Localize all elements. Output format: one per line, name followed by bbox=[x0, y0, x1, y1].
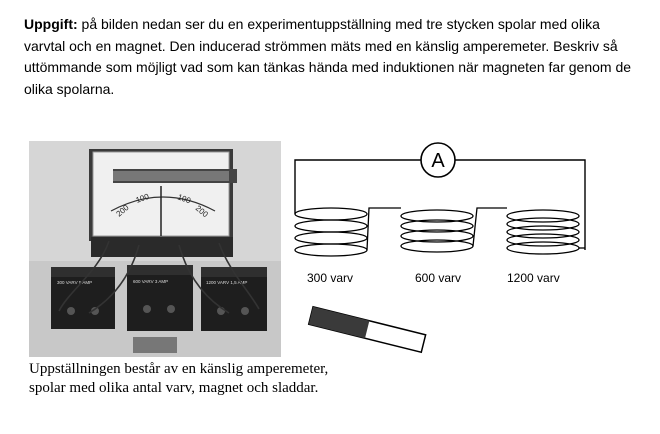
task-body: på bilden nedan ser du en experimentuppställning med tre stycken spolar med olika varvtal och en magnet. Den inducerad strömmen mäts med en känslig amperemeter. Beskriv så uttömmande som möjligt vad som kan tänkas hända med induktionen när magneten far genom de olika spolarna. bbox=[24, 16, 632, 97]
meter-scale-label: 200 bbox=[114, 203, 131, 219]
magnet-photo bbox=[133, 337, 177, 353]
coil-1200 bbox=[507, 210, 585, 254]
ammeter-device bbox=[89, 149, 237, 257]
coil-300 bbox=[295, 208, 401, 256]
coil-label-300: 300 varv bbox=[307, 271, 354, 285]
task-text bbox=[24, 14, 634, 100]
experiment-photo bbox=[29, 141, 281, 357]
coil-label-1200: 1200 varv bbox=[507, 271, 560, 285]
coil-box-label: 1200 VARV 1,5 AMP bbox=[206, 280, 248, 285]
task-heading: Uppgift: bbox=[24, 16, 78, 32]
photo-caption: Uppställningen består av en känslig amperemeter, spolar med olika antal varv, magnet och sladdar. bbox=[29, 361, 329, 396]
coil-box-label: 300 VARV 5 AMP bbox=[57, 280, 93, 285]
coil-label-600: 600 varv bbox=[415, 271, 462, 285]
meter-scale-label: 100 bbox=[134, 191, 151, 205]
coil-box-600 bbox=[127, 265, 193, 331]
meter-scale-label: 100 bbox=[176, 192, 192, 206]
meter-scale-label: 200 bbox=[193, 203, 210, 220]
ammeter-label: A bbox=[431, 150, 445, 172]
circuit-diagram bbox=[285, 140, 615, 360]
coil-600 bbox=[401, 208, 507, 252]
coil-box-300 bbox=[51, 267, 115, 329]
bar-magnet bbox=[309, 307, 426, 353]
coil-box-label: 600 VARV 3 AMP bbox=[133, 279, 169, 284]
